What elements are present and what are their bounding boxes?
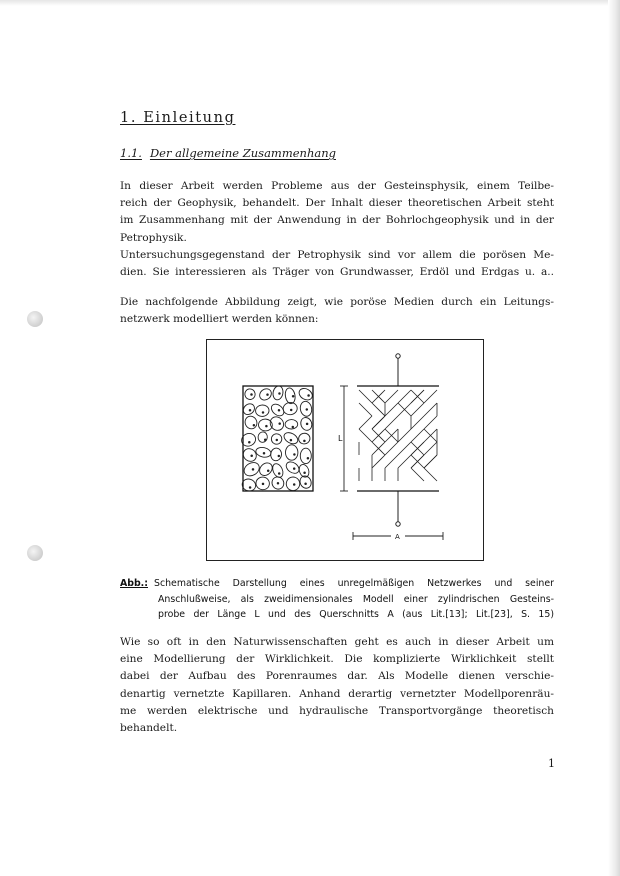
network-capillary [411, 468, 424, 481]
rock-speck [249, 442, 251, 444]
rock-speck [306, 409, 308, 411]
network-capillary [372, 403, 385, 416]
text-line: In dieser Arbeit werden Probleme aus der Gesteinsphysik, einem Teilbe- [120, 180, 554, 192]
text-line: Wie so oft in den Naturwissenschaften geht es auch in dieser Arbeit um [120, 636, 554, 648]
network-capillary [372, 455, 385, 468]
rock-speck [293, 468, 295, 470]
network-capillary [424, 455, 437, 468]
rock-speck [292, 426, 294, 428]
text-line: Petrophysik. [120, 231, 187, 244]
rock-speck [278, 473, 280, 475]
network-capillary [398, 429, 411, 442]
text-line: denartig vernetzte Kapillaren. Anhand derartig vernetzter Modellporenräu- [120, 687, 554, 700]
network-capillary [411, 416, 424, 429]
network-capillary [372, 416, 385, 429]
rock-speck [293, 484, 295, 486]
rock-speck [294, 454, 296, 456]
rock-speck [304, 440, 306, 442]
text-line: dien. Sie interessieren als Träger von Grundwasser, Erdöl und Erdgas u. a.. [120, 266, 554, 279]
network-capillary [424, 442, 437, 455]
paragraph-figure-intro [120, 294, 554, 328]
network-figure [206, 339, 484, 561]
rock-speck [267, 394, 269, 396]
network-capillary [398, 455, 411, 468]
network-capillary [424, 416, 437, 429]
network-capillary [359, 429, 372, 442]
network-diagram [207, 340, 483, 560]
rock-speck [262, 483, 264, 485]
network-capillary [424, 403, 437, 416]
network-capillary [359, 416, 372, 429]
rock-speck [278, 410, 280, 412]
top-terminal [396, 354, 400, 358]
rock-speck [277, 482, 279, 484]
rock-speck [304, 472, 306, 474]
length-label: L [338, 434, 343, 443]
rock-speck [262, 412, 264, 414]
rock-speck [251, 394, 253, 396]
page-top-shadow [0, 0, 620, 6]
rock-speck [290, 409, 292, 411]
section-heading [120, 146, 336, 160]
rock-speck [307, 457, 309, 459]
text-line: im Zusammenhang mit der Anwendung in der Bohrlochgeophysik und in der [120, 214, 554, 227]
network-capillary [385, 403, 398, 416]
network-capillary [398, 390, 411, 403]
rock-speck [305, 483, 307, 485]
rock-speck [249, 487, 251, 489]
network-capillary [411, 403, 424, 416]
rock-speck [290, 439, 292, 441]
network-capillary [424, 390, 437, 403]
network-capillary [385, 442, 398, 455]
network-capillary [385, 390, 398, 403]
text-line: behandelt. [120, 722, 178, 735]
rock-speck [266, 425, 268, 427]
section-title: Der allgemeine Zusammenhang [149, 146, 336, 160]
network-capillary [359, 390, 372, 403]
rock-speck [308, 395, 310, 397]
text-line: me werden elektrische und hydraulische Transportvorgänge theoretisch [120, 704, 554, 717]
text-line: reich der Geophysik, behandelt. Der Inhalt dieser theoretischen Arbeit steht [120, 197, 554, 210]
network-capillary [398, 442, 411, 455]
width-label: A [395, 533, 400, 541]
paragraph-subject [120, 247, 554, 281]
page-edge-shadow [608, 0, 620, 876]
chapter-heading: 1. Einleitung [120, 110, 236, 126]
rock-speck [279, 393, 281, 395]
network-capillary [385, 455, 398, 468]
rock-speck [253, 425, 255, 427]
rock-speck [252, 469, 254, 471]
pore-network [359, 390, 437, 481]
section-number: 1.1. [120, 146, 142, 160]
text-line: eine Modellierung der Wirklichkeit. Die komplizierte Wirklichkeit stellt [120, 653, 554, 666]
rock-speck [251, 455, 253, 457]
network-capillary [411, 429, 424, 442]
text-line: Die nachfolgende Abbildung zeigt, wie poröse Medien durch ein Leitungs- [120, 296, 554, 308]
punch-hole-top [27, 311, 43, 327]
text-line: Untersuchungsgegenstand der Petrophysik sind vor allem die porösen Me- [120, 249, 554, 261]
text-line: netzwerk modelliert werden können: [120, 313, 319, 326]
rock-speck [267, 470, 269, 472]
caption-line: Anschlußweise, als zweidimensionales Modell einer zylindrischen Gesteins- [158, 593, 554, 605]
caption-line: Abb.: Schematische Darstellung eines unregelmäßigen Netzwerkes und seiner [120, 578, 554, 589]
rock-speck [263, 452, 265, 454]
rock-speck [279, 423, 281, 425]
rock-speck [306, 423, 308, 425]
rock-speck [264, 439, 266, 441]
caption-line: probe der Länge L und des Querschnitts A (aus Lit.[13]; Lit.[23], S. 15) [158, 609, 554, 620]
paragraph-intro [120, 178, 554, 247]
rock-speck [249, 409, 251, 411]
text-line: dabei der Aufbau des Porenraumes dar. Als Modelle dienen verschie- [120, 670, 554, 683]
network-capillary [359, 403, 372, 416]
network-capillary [424, 468, 437, 481]
caption-prefix: Abb.: [120, 578, 148, 589]
page-number: 1 [548, 757, 555, 770]
bottom-terminal [396, 522, 400, 526]
network-capillary [385, 416, 398, 429]
rock-speck [278, 455, 280, 457]
punch-hole-bottom [27, 545, 43, 561]
rock-speck [276, 439, 278, 441]
paragraph-modelling [120, 634, 554, 737]
rock-speck [292, 396, 294, 398]
figure-caption [120, 576, 554, 623]
